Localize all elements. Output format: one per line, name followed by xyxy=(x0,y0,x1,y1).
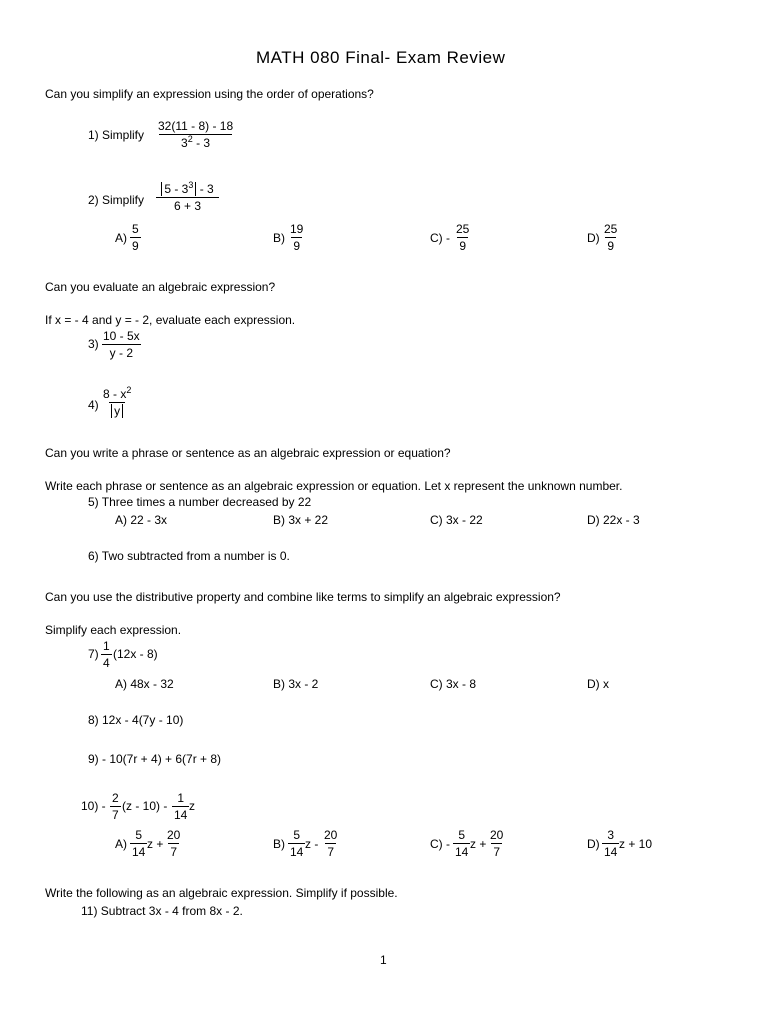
question-2-option-b: B) xyxy=(273,231,285,245)
question-10-fraction-1: $\frac{2}{7}$ xyxy=(112,791,119,822)
question-1-fraction xyxy=(156,120,235,149)
question-10-option-c-fraction-1: $\frac{5}{14}$ xyxy=(455,828,469,859)
question-10-option-a-middle: z + xyxy=(147,837,164,851)
question-7-expression: (12x - 8) xyxy=(113,647,158,661)
question-10-option-b-fraction-1: $\frac{5}{14}$ xyxy=(290,828,304,859)
question-7-option-b: B) 3x - 2 xyxy=(273,677,319,691)
question-2-option-c-fraction: $\frac{25}{9}$ xyxy=(456,222,470,253)
question-5-option-a: A) 22 - 3x xyxy=(115,513,168,527)
question-4-denominator: y xyxy=(109,402,125,417)
section-instruction-evaluate: If x = - 4 and y = - 2, evaluate each expression. xyxy=(45,313,296,327)
question-7-option-c: C) 3x - 8 xyxy=(430,677,477,691)
question-3-label: 3) xyxy=(88,337,99,351)
question-1-label: 1) Simplify xyxy=(88,128,145,142)
question-1-denominator: $3^2 - 3$ xyxy=(159,134,232,149)
question-10-option-c-fraction-2: $\frac{20}{7}$ xyxy=(490,828,504,859)
section-instruction-simplify: Simplify each expression. xyxy=(45,623,182,637)
question-2-fraction xyxy=(156,180,219,213)
question-6: 6) Two subtracted from a number is 0. xyxy=(88,549,290,563)
question-10-fraction-2: $\frac{1}{14}$ xyxy=(174,791,188,822)
question-2-denominator: 6 + 3 xyxy=(156,197,219,212)
section-heading-write-expression: Can you write a phrase or sentence as an algebraic expression or equation? xyxy=(45,446,451,460)
question-2-option-d-fraction: $\frac{25}{9}$ xyxy=(604,222,618,253)
section-instruction-write-simplify: Write the following as an algebraic expression. Simplify if possible. xyxy=(45,886,398,900)
section-heading-evaluate: Can you evaluate an algebraic expression? xyxy=(45,280,276,294)
question-5-option-b: B) 3x + 22 xyxy=(273,513,329,527)
question-10-option-c: C) - xyxy=(430,837,450,851)
page-number: 1 xyxy=(380,953,387,967)
question-10-option-d-rest: z + 10 xyxy=(619,837,653,851)
question-2-option-b-fraction: $\frac{19}{9}$ xyxy=(290,222,304,253)
question-5-option-d: D) 22x - 3 xyxy=(587,513,640,527)
question-3-fraction: $\frac{10 - 5x}{y - 2}$ xyxy=(103,329,140,360)
section-heading-order-of-operations: Can you simplify an expression using the order of operations? xyxy=(45,87,374,101)
question-7-option-d: D) x xyxy=(587,677,609,691)
question-2-option-a-fraction: $\frac{5}{9}$ xyxy=(132,222,139,253)
question-10-option-b-middle: z - xyxy=(305,837,319,851)
question-8: 8) 12x - 4(7y - 10) xyxy=(88,713,184,727)
question-10-option-b: B) xyxy=(273,837,285,851)
question-10-option-a-fraction-1: $\frac{5}{14}$ xyxy=(132,828,146,859)
question-4-fraction xyxy=(101,385,133,418)
question-10-option-a-fraction-2: $\frac{20}{7}$ xyxy=(167,828,181,859)
question-5-text: 5) Three times a number decreased by 22 xyxy=(88,495,312,509)
question-7-option-a: A) 48x - 32 xyxy=(115,677,174,691)
question-2-option-a: A) xyxy=(115,231,127,245)
question-10-middle: (z - 10) - xyxy=(122,799,168,813)
question-2-label: 2) Simplify xyxy=(88,193,145,207)
question-10-option-b-fraction-2: $\frac{20}{7}$ xyxy=(324,828,338,859)
question-5-option-c: C) 3x - 22 xyxy=(430,513,483,527)
question-2-option-d: D) xyxy=(587,231,600,245)
question-1-numerator: 32(11 - 8) - 18 xyxy=(158,119,234,133)
page-title: MATH 080 Final- Exam Review xyxy=(256,48,506,67)
question-4-label: 4) xyxy=(88,398,99,412)
question-11: 11) Subtract 3x - 4 from 8x - 2. xyxy=(81,904,243,918)
question-10-option-d-fraction: $\frac{3}{14}$ xyxy=(604,828,618,859)
question-10-end: z xyxy=(189,799,195,813)
question-7-label: 7) xyxy=(88,647,99,661)
section-instruction-write-expression: Write each phrase or sentence as an algebraic expression or equation. Let x represent the unknown number. xyxy=(45,479,623,493)
question-2-numerator: $5 - 3^3 - 3$ xyxy=(159,183,215,197)
question-2-option-c: C) - xyxy=(430,231,450,245)
section-heading-distributive: Can you use the distributive property and combine like terms to simplify an algebraic expression? xyxy=(45,590,561,604)
question-10-option-a: A) xyxy=(115,837,127,851)
question-7-fraction: $\frac{1}{4}$ xyxy=(103,639,110,670)
question-4-numerator: $8 - x^2$ xyxy=(103,385,132,401)
question-9: 9) - 10(7r + 4) + 6(7r + 8) xyxy=(88,752,222,766)
question-10-label: 10) - xyxy=(81,799,106,813)
question-10-option-d: D) xyxy=(587,837,600,851)
question-10-option-c-middle: z + xyxy=(470,837,487,851)
